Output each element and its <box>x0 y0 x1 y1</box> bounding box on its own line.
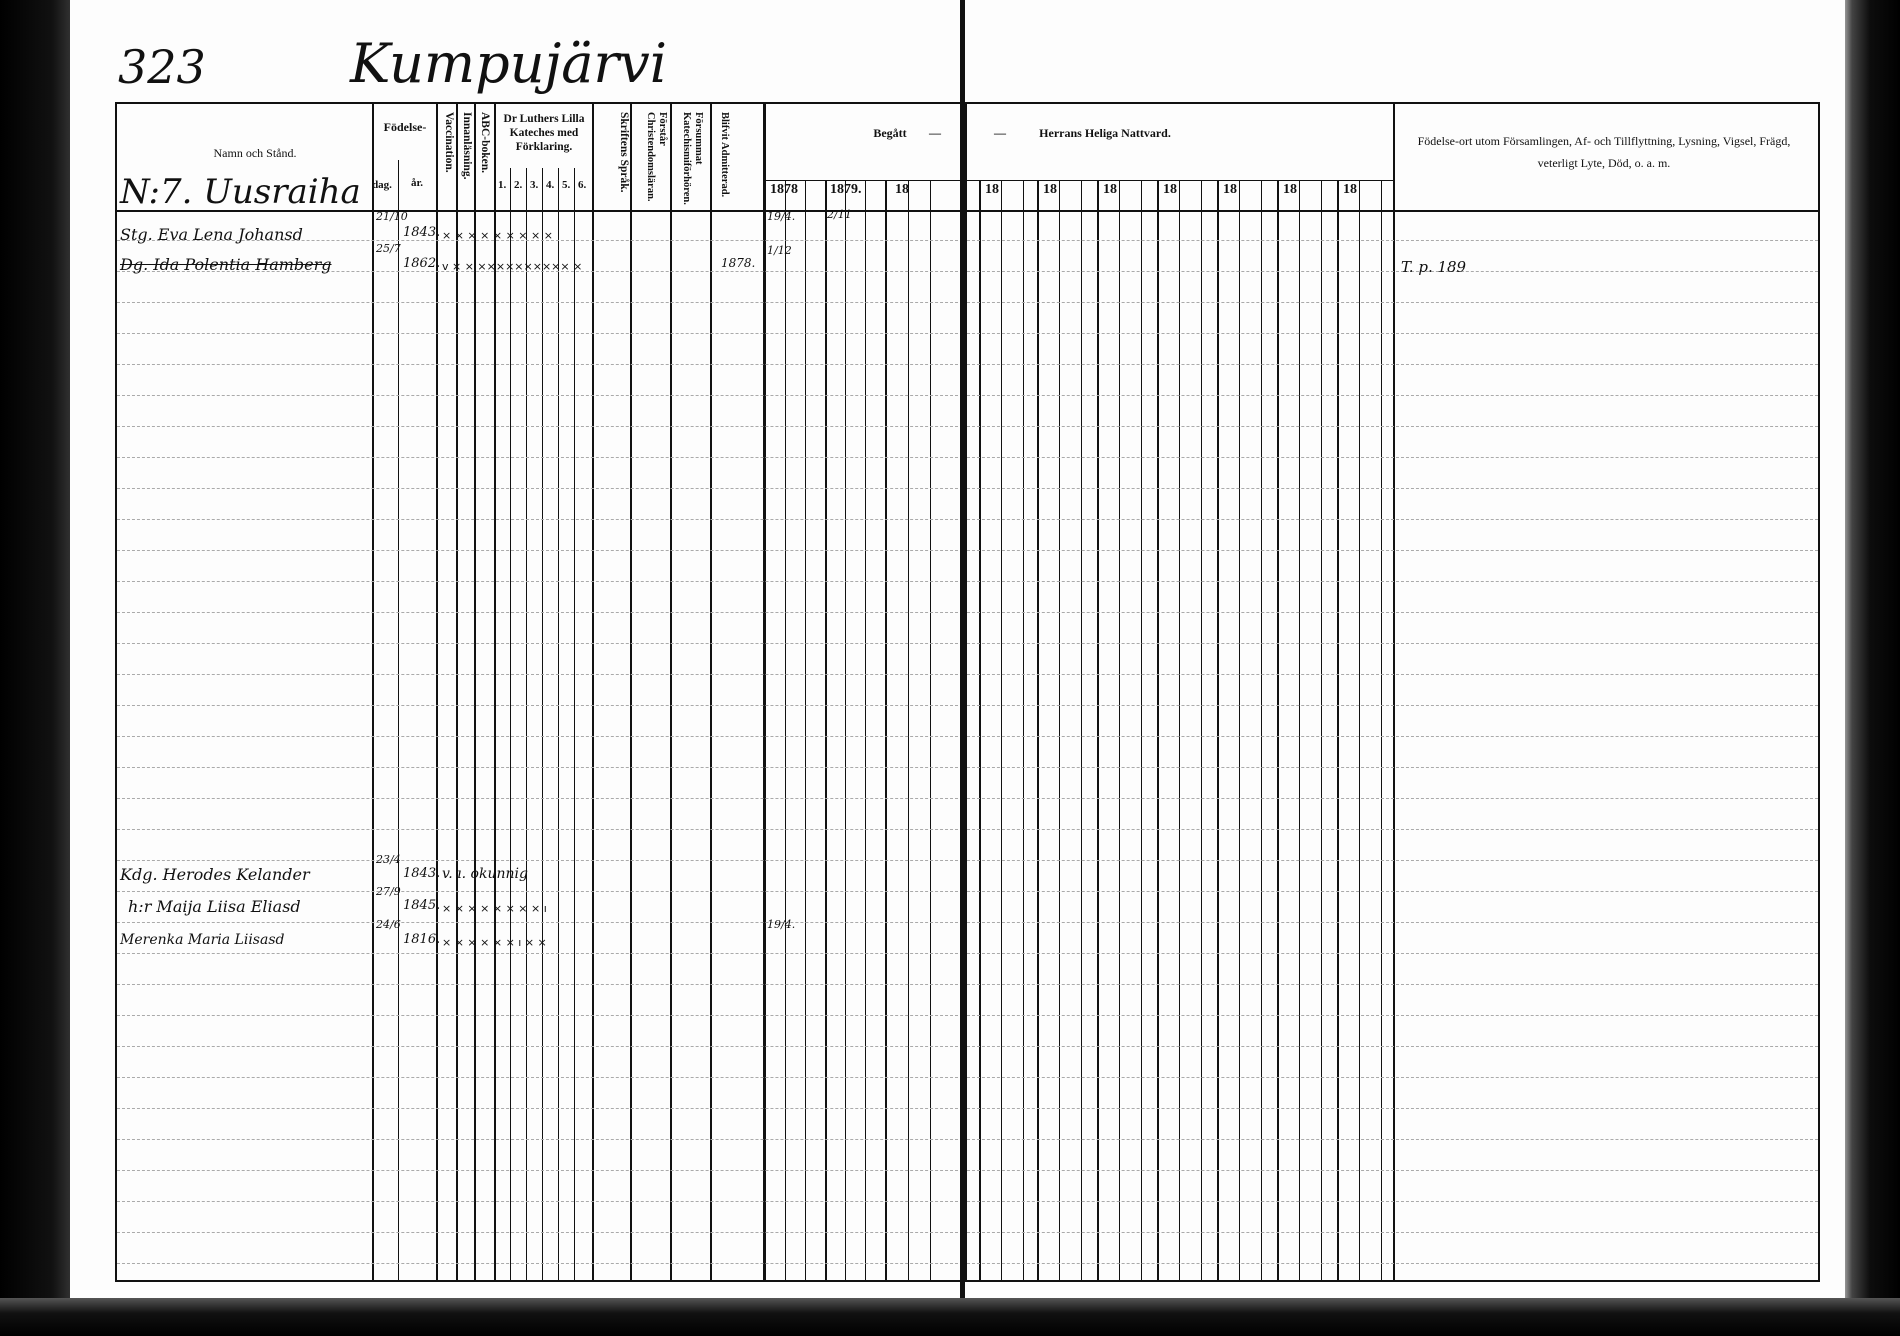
right-page <box>963 0 1845 1300</box>
right-year-4: 18 <box>1163 182 1177 197</box>
right-ruled-line <box>967 1015 1818 1016</box>
right-ruled-line <box>967 364 1818 365</box>
left-ruled-line <box>117 705 963 706</box>
col-forstar <box>630 102 632 1282</box>
right-ruled-line <box>967 860 1818 861</box>
right-year-2: 18 <box>1043 182 1057 197</box>
col-y1b <box>805 180 806 1282</box>
right-col-3-2 <box>1201 180 1202 1282</box>
right-ruled-line <box>967 302 1818 303</box>
name-column-header: Namn och Stånd. <box>213 146 297 160</box>
right-ruled-line <box>967 767 1818 768</box>
col-cat2 <box>510 168 511 1282</box>
right-col-6-0 <box>1337 180 1339 1282</box>
right-ruled-line <box>967 488 1818 489</box>
right-ruled-line <box>967 736 1818 737</box>
left-ruled-line <box>117 1108 963 1109</box>
right-col-1-1 <box>1059 180 1060 1282</box>
remarks-header: Födelse-ort utom Församlingen, Af- och Tillflyttning, Lysning, Vigsel, Frägd, veterligt Lyte, Död, o. a. m. <box>1417 134 1791 170</box>
col-cat3 <box>526 168 527 1282</box>
catechism-col-6: 6. <box>578 179 587 191</box>
row-5-name: Merenka Maria Liisasd <box>120 932 285 948</box>
left-ruled-line <box>117 426 963 427</box>
row-2-communion: 1/12 <box>767 244 792 257</box>
col-cat1 <box>494 102 496 1282</box>
right-ruled-line <box>967 426 1818 427</box>
right-ruled-line <box>967 705 1818 706</box>
left-ruled-line <box>117 1077 963 1078</box>
left-ruled-line <box>117 612 963 613</box>
row-5-communion: 19/4. <box>767 918 796 931</box>
row-2-day: 25/7 <box>376 242 401 255</box>
col-cat4 <box>542 168 543 1282</box>
col-remarks <box>1393 102 1395 1282</box>
col-y3 <box>885 180 887 1282</box>
right-ruled-line <box>967 271 1818 272</box>
right-col-4-0 <box>1217 180 1219 1282</box>
row-1-day: 21/10 <box>376 210 408 223</box>
left-ruled-line <box>117 922 963 923</box>
right-ruled-line <box>967 581 1818 582</box>
herrans-nattvard-header: Herrans Heliga Nattvard. <box>1039 126 1171 140</box>
left-ruled-line <box>117 736 963 737</box>
left-ruled-line <box>117 302 963 303</box>
catechism-col-4: 4. <box>546 179 555 191</box>
col-nattvard-start <box>763 102 766 1282</box>
right-col-2-0 <box>1097 180 1099 1282</box>
row-5-marks: × × × × × × ı × × <box>442 936 547 949</box>
left-ruled-line <box>117 1232 963 1233</box>
col-birth-left <box>372 102 374 1282</box>
left-page <box>70 0 963 1300</box>
row-5-day: 24/6 <box>376 918 401 931</box>
birth-year-header: år. <box>410 177 424 189</box>
row-1-year: 1843. <box>403 225 441 240</box>
right-ruled-line <box>967 1108 1818 1109</box>
left-ruled-line <box>117 1015 963 1016</box>
left-ruled-line <box>117 829 963 830</box>
birth-day-header: dag. <box>372 179 392 191</box>
left-table-frame <box>115 102 963 1282</box>
left-ruled-line <box>117 488 963 489</box>
right-ruled-line <box>967 395 1818 396</box>
right-col-6-2 <box>1381 180 1382 1282</box>
left-ruled-line <box>117 550 963 551</box>
row-3-name: Kdg. Herodes Kelander <box>120 865 310 884</box>
scan-right-edge <box>1840 0 1900 1336</box>
col-birth-mid <box>398 160 399 1282</box>
left-ruled-line <box>117 1170 963 1171</box>
row-4-day: 27/9 <box>376 885 401 898</box>
right-col-6-1 <box>1359 180 1360 1282</box>
col-y2a <box>845 180 846 1282</box>
row-1-name: Stg. Eva Lena Johansd <box>120 225 303 244</box>
year-row-top <box>763 180 963 181</box>
col-y2 <box>825 180 827 1282</box>
left-ruled-line <box>117 1201 963 1202</box>
right-year-5: 18 <box>1223 182 1237 197</box>
catechism-header: Dr Luthers Lilla Kateches med Förklaring. <box>503 113 585 153</box>
page-number: 323 <box>118 40 206 94</box>
right-ruled-line <box>967 922 1818 923</box>
row-1-communion-1879: 2/11 <box>827 208 852 221</box>
row-2-marks: v × × ×××××××××× × <box>442 260 583 273</box>
left-ruled-line <box>117 519 963 520</box>
col-cat5 <box>558 168 559 1282</box>
right-col-0-0 <box>979 180 981 1282</box>
innanlasning-header: Innanläsning. <box>461 112 473 180</box>
col-abc <box>474 102 476 1282</box>
row-3-year: 1843. <box>403 866 441 881</box>
catechism-col-3: 3. <box>530 179 539 191</box>
left-ruled-line <box>117 798 963 799</box>
col-vacc <box>436 102 438 1282</box>
col-y1a <box>785 180 786 1282</box>
right-col-4-1 <box>1239 180 1240 1282</box>
right-col-4-2 <box>1261 180 1262 1282</box>
row-2-name: Dg. Ida Polentia Hamberg <box>120 255 332 274</box>
right-ruled-line <box>967 457 1818 458</box>
right-year-1: 18 <box>985 182 999 197</box>
abc-boken-header: ABC-boken. <box>479 112 491 174</box>
right-col-1-2 <box>1081 180 1082 1282</box>
left-ruled-line <box>117 395 963 396</box>
left-ruled-line <box>117 333 963 334</box>
row-4-name: h:r Maija Liisa Eliasd <box>128 897 301 916</box>
row-2-year: 1862. <box>403 256 441 271</box>
right-ruled-line <box>967 1139 1818 1140</box>
left-ruled-line <box>117 984 963 985</box>
left-ruled-line <box>117 1263 963 1264</box>
begatt-dash: — <box>929 126 941 140</box>
catechism-col-5: 5. <box>562 179 571 191</box>
right-ruled-line <box>967 240 1818 241</box>
right-col-1-0 <box>1037 180 1039 1282</box>
right-col-2-2 <box>1141 180 1142 1282</box>
col-forsummat <box>670 102 672 1282</box>
left-ruled-line <box>117 1139 963 1140</box>
right-ruled-line <box>967 953 1818 954</box>
left-ruled-line <box>117 1046 963 1047</box>
col-skrift <box>592 102 594 1282</box>
right-ruled-line <box>967 984 1818 985</box>
row-2-remark: T. p. 189 <box>1401 258 1467 276</box>
right-ruled-line <box>967 1170 1818 1171</box>
right-year-3: 18 <box>1103 182 1117 197</box>
skriftens-sprak-header: Skriftens Språk. <box>618 112 630 193</box>
right-ruled-line <box>967 612 1818 613</box>
forsummat-kateches-header: Försummat Katechismiförhören. <box>681 112 704 205</box>
right-ruled-line <box>967 674 1818 675</box>
col-y2b <box>865 180 866 1282</box>
right-col-3-0 <box>1157 180 1159 1282</box>
year-1878: 1878 <box>770 182 798 197</box>
left-ruled-line <box>117 674 963 675</box>
village-name: Kumpujärvi <box>350 32 668 95</box>
right-ruled-line <box>967 798 1818 799</box>
nattvard-dash: — <box>994 126 1006 140</box>
right-col-5-0 <box>1277 180 1279 1282</box>
right-col-3-1 <box>1179 180 1180 1282</box>
left-ruled-line <box>117 457 963 458</box>
right-ruled-line <box>967 1201 1818 1202</box>
forstar-christendom-header: Förstår Christendomsläran. <box>645 112 668 202</box>
right-ruled-line <box>967 829 1818 830</box>
right-ruled-line <box>967 550 1818 551</box>
row-3-marks: v. ı. okunnig <box>442 866 528 882</box>
left-ruled-line <box>117 581 963 582</box>
col-innan <box>456 102 458 1282</box>
right-ruled-line <box>967 1232 1818 1233</box>
right-col-2-1 <box>1119 180 1120 1282</box>
right-year-7: 18 <box>1343 182 1357 197</box>
row-1-communion: 19/4. <box>767 210 796 223</box>
left-ruled-line <box>117 767 963 768</box>
right-col-0-1 <box>1001 180 1002 1282</box>
left-ruled-line <box>117 643 963 644</box>
right-ruled-line <box>967 891 1818 892</box>
col-admit <box>710 102 712 1282</box>
row-4-marks: × × × × × × × × ı <box>442 902 547 915</box>
col-y3b <box>930 180 931 1282</box>
left-ruled-line <box>117 364 963 365</box>
row-2-admitted: 1878. <box>721 256 756 270</box>
right-ruled-line <box>967 1046 1818 1047</box>
row-4-year: 1845. <box>403 898 441 913</box>
year-1879: 1879. <box>830 182 862 197</box>
right-ruled-line <box>967 519 1818 520</box>
left-ruled-line <box>117 860 963 861</box>
col-y3a <box>908 180 909 1282</box>
right-ruled-line <box>967 643 1818 644</box>
catechism-col-2: 2. <box>514 179 523 191</box>
right-col-0-2 <box>1023 180 1024 1282</box>
admitterad-header: Blifvit Admitterad. <box>719 112 730 198</box>
right-ruled-line <box>967 1263 1818 1264</box>
begatt-header: Begått <box>873 126 907 140</box>
vaccination-header: Vaccination. <box>443 112 455 173</box>
row-3-day: 23/4 <box>376 853 401 866</box>
left-ruled-line <box>117 953 963 954</box>
household-name: N:7. Uusraiha <box>120 172 361 212</box>
row-1-marks: × × × × × × × × × <box>442 229 553 242</box>
birth-header: Födelse- <box>383 120 427 134</box>
right-year-6: 18 <box>1283 182 1297 197</box>
left-ruled-line <box>117 891 963 892</box>
scan-bottom-edge <box>0 1298 1900 1336</box>
right-col-5-1 <box>1299 180 1300 1282</box>
right-ruled-line <box>967 1077 1818 1078</box>
col-cat6 <box>574 168 575 1282</box>
row-5-year: 1816. <box>403 932 441 947</box>
year-18: 18 <box>895 182 909 197</box>
catechism-col-1: 1. <box>498 179 507 191</box>
right-ruled-line <box>967 333 1818 334</box>
right-col-5-2 <box>1321 180 1322 1282</box>
